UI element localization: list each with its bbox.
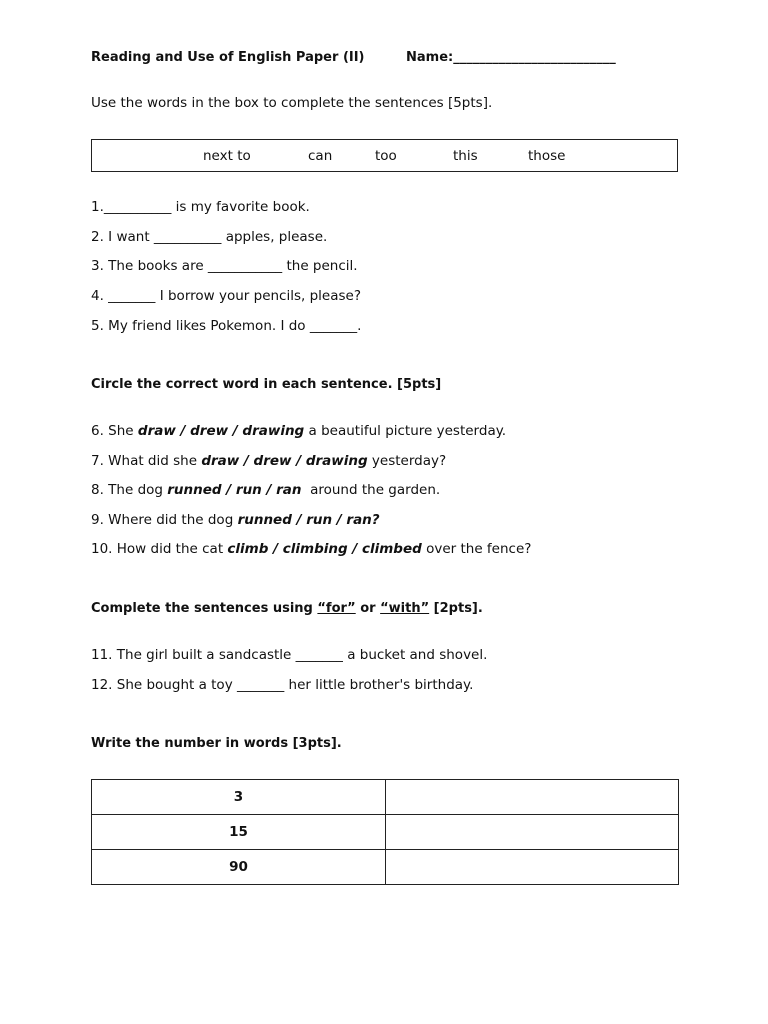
sentence-12: 12. She bought a toy _______ her little brother's birthday. <box>91 677 474 693</box>
name-field[interactable]: Name:_________________________ <box>406 50 616 65</box>
table-row <box>92 815 679 850</box>
section3-instruction <box>91 601 483 616</box>
sentence-text: 6. She <box>91 423 138 439</box>
instruction-text: or <box>355 601 381 616</box>
sentence-text: yesterday? <box>367 453 447 469</box>
table-row <box>92 850 679 885</box>
word-box <box>91 139 678 172</box>
word-options[interactable]: climb / climbing / climbed <box>227 541 422 557</box>
word-box-item: next to <box>203 148 251 164</box>
instruction-text: Complete the sentences using <box>91 601 318 616</box>
sentence-text: 7. What did she <box>91 453 202 469</box>
sentence-1: 1.__________ is my favorite book. <box>91 199 310 215</box>
sentence-6 <box>91 423 506 439</box>
table-row <box>92 780 679 815</box>
section4-instruction: Write the number in words [3pts]. <box>91 736 342 751</box>
sentence-text: 10. How did the cat <box>91 541 228 557</box>
number-table <box>91 779 679 885</box>
instruction-text: [2pts]. <box>429 601 483 616</box>
word-for: “for” <box>317 601 356 616</box>
word-with: “with” <box>380 601 430 616</box>
sentence-7 <box>91 453 446 469</box>
number-cell: 3 <box>92 780 386 815</box>
word-box-item: this <box>453 148 478 164</box>
sentence-text: a beautiful picture yesterday. <box>304 423 507 439</box>
answer-cell[interactable] <box>386 815 679 850</box>
word-options[interactable]: draw / drew / drawing <box>201 453 368 469</box>
sentence-9 <box>91 512 380 528</box>
sentence-text: over the fence? <box>421 541 532 557</box>
paper-title: Reading and Use of English Paper (II) <box>91 50 365 65</box>
sentence-3: 3. The books are ___________ the pencil. <box>91 258 358 274</box>
section2-instruction: Circle the correct word in each sentence. [5pts] <box>91 377 442 392</box>
word-box-item: too <box>375 148 397 164</box>
word-box-item: those <box>528 148 566 164</box>
word-options[interactable]: runned / run / ran <box>167 482 302 498</box>
sentence-10 <box>91 541 531 557</box>
answer-cell[interactable] <box>386 780 679 815</box>
sentence-text: 9. Where did the dog <box>91 512 238 528</box>
word-box-item: can <box>308 148 333 164</box>
answer-cell[interactable] <box>386 850 679 885</box>
number-cell: 15 <box>92 815 386 850</box>
section1-instruction: Use the words in the box to complete the sentences [5pts]. <box>91 95 493 111</box>
sentence-11: 11. The girl built a sandcastle _______ a bucket and shovel. <box>91 647 488 663</box>
word-options[interactable]: draw / drew / drawing <box>137 423 305 439</box>
sentence-8 <box>91 482 440 498</box>
sentence-2: 2. I want __________ apples, please. <box>91 229 328 245</box>
word-options[interactable]: runned / run / ran? <box>237 512 380 528</box>
sentence-5: 5. My friend likes Pokemon. I do _______. <box>91 318 362 334</box>
sentence-text: 8. The dog <box>91 482 168 498</box>
number-cell: 90 <box>92 850 386 885</box>
sentence-4: 4. _______ I borrow your pencils, please? <box>91 288 361 304</box>
sentence-text: around the garden. <box>301 482 441 498</box>
